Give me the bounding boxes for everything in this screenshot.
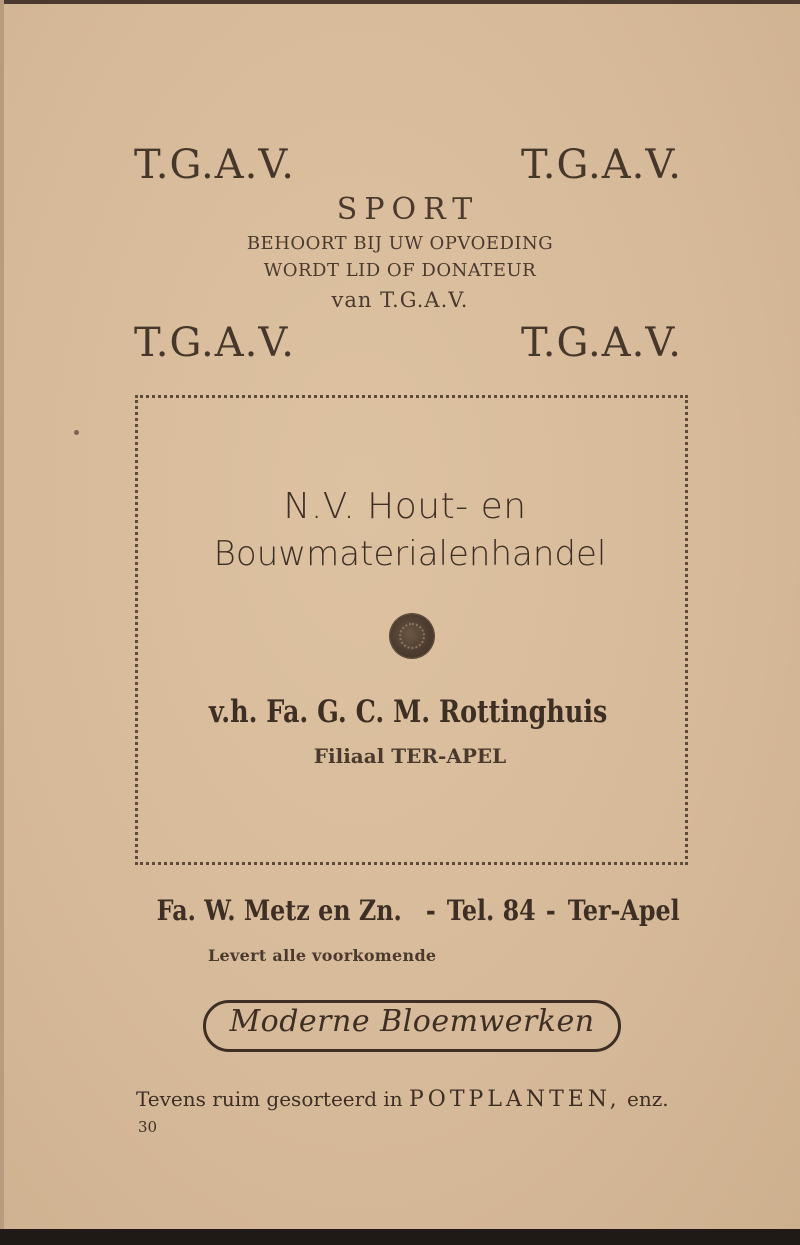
potplanten-prefix: Tevens ruim gesorteerd in <box>136 1087 403 1111</box>
potplanten-caps: POTPLANTEN, <box>409 1087 621 1112</box>
tgav-top-left: T.G.A.V. <box>134 142 295 188</box>
banner-text: Moderne Bloemwerken <box>229 1004 595 1039</box>
metz-place: Ter-Apel <box>568 893 681 927</box>
potplanten-line <box>136 1087 696 1112</box>
metz-supplies-text: Levert alle voorkomende <box>208 946 437 965</box>
paper-speck <box>74 430 79 435</box>
sport-heading: SPORT <box>336 192 480 227</box>
sport-line-3: van T.G.A.V. <box>331 288 469 312</box>
metz-separator-1: - <box>426 893 436 927</box>
advert-firm-name: v.h. Fa. G. C. M. Rottinghuis <box>209 694 608 730</box>
advert-branch: Filiaal TER-APEL <box>313 744 507 768</box>
emblem-icon <box>390 614 434 658</box>
advert-title-line-1: N.V. Hout- en <box>283 486 527 527</box>
metz-separator-2: - <box>545 893 556 927</box>
scan-top-edge <box>0 0 800 4</box>
scan-bottom-edge <box>0 1229 800 1245</box>
metz-phone: Tel. 84 <box>446 893 536 927</box>
tgav-bottom-left: T.G.A.V. <box>134 320 295 366</box>
scan-left-edge <box>0 0 4 1245</box>
page-number: 30 <box>138 1118 158 1136</box>
potplanten-suffix: enz. <box>627 1087 669 1111</box>
tgav-bottom-right: T.G.A.V. <box>521 320 682 366</box>
metz-name: Fa. W. Metz en Zn. <box>156 893 402 927</box>
sport-line-2: WORDT LID OF DONATEUR <box>263 260 537 281</box>
advert-title-line-2: Bouwmaterialenhandel <box>213 534 607 574</box>
sport-line-1: BEHOORT BIJ UW OPVOEDING <box>246 233 554 254</box>
tgav-top-right: T.G.A.V. <box>521 142 682 188</box>
metz-header-line <box>135 890 690 930</box>
